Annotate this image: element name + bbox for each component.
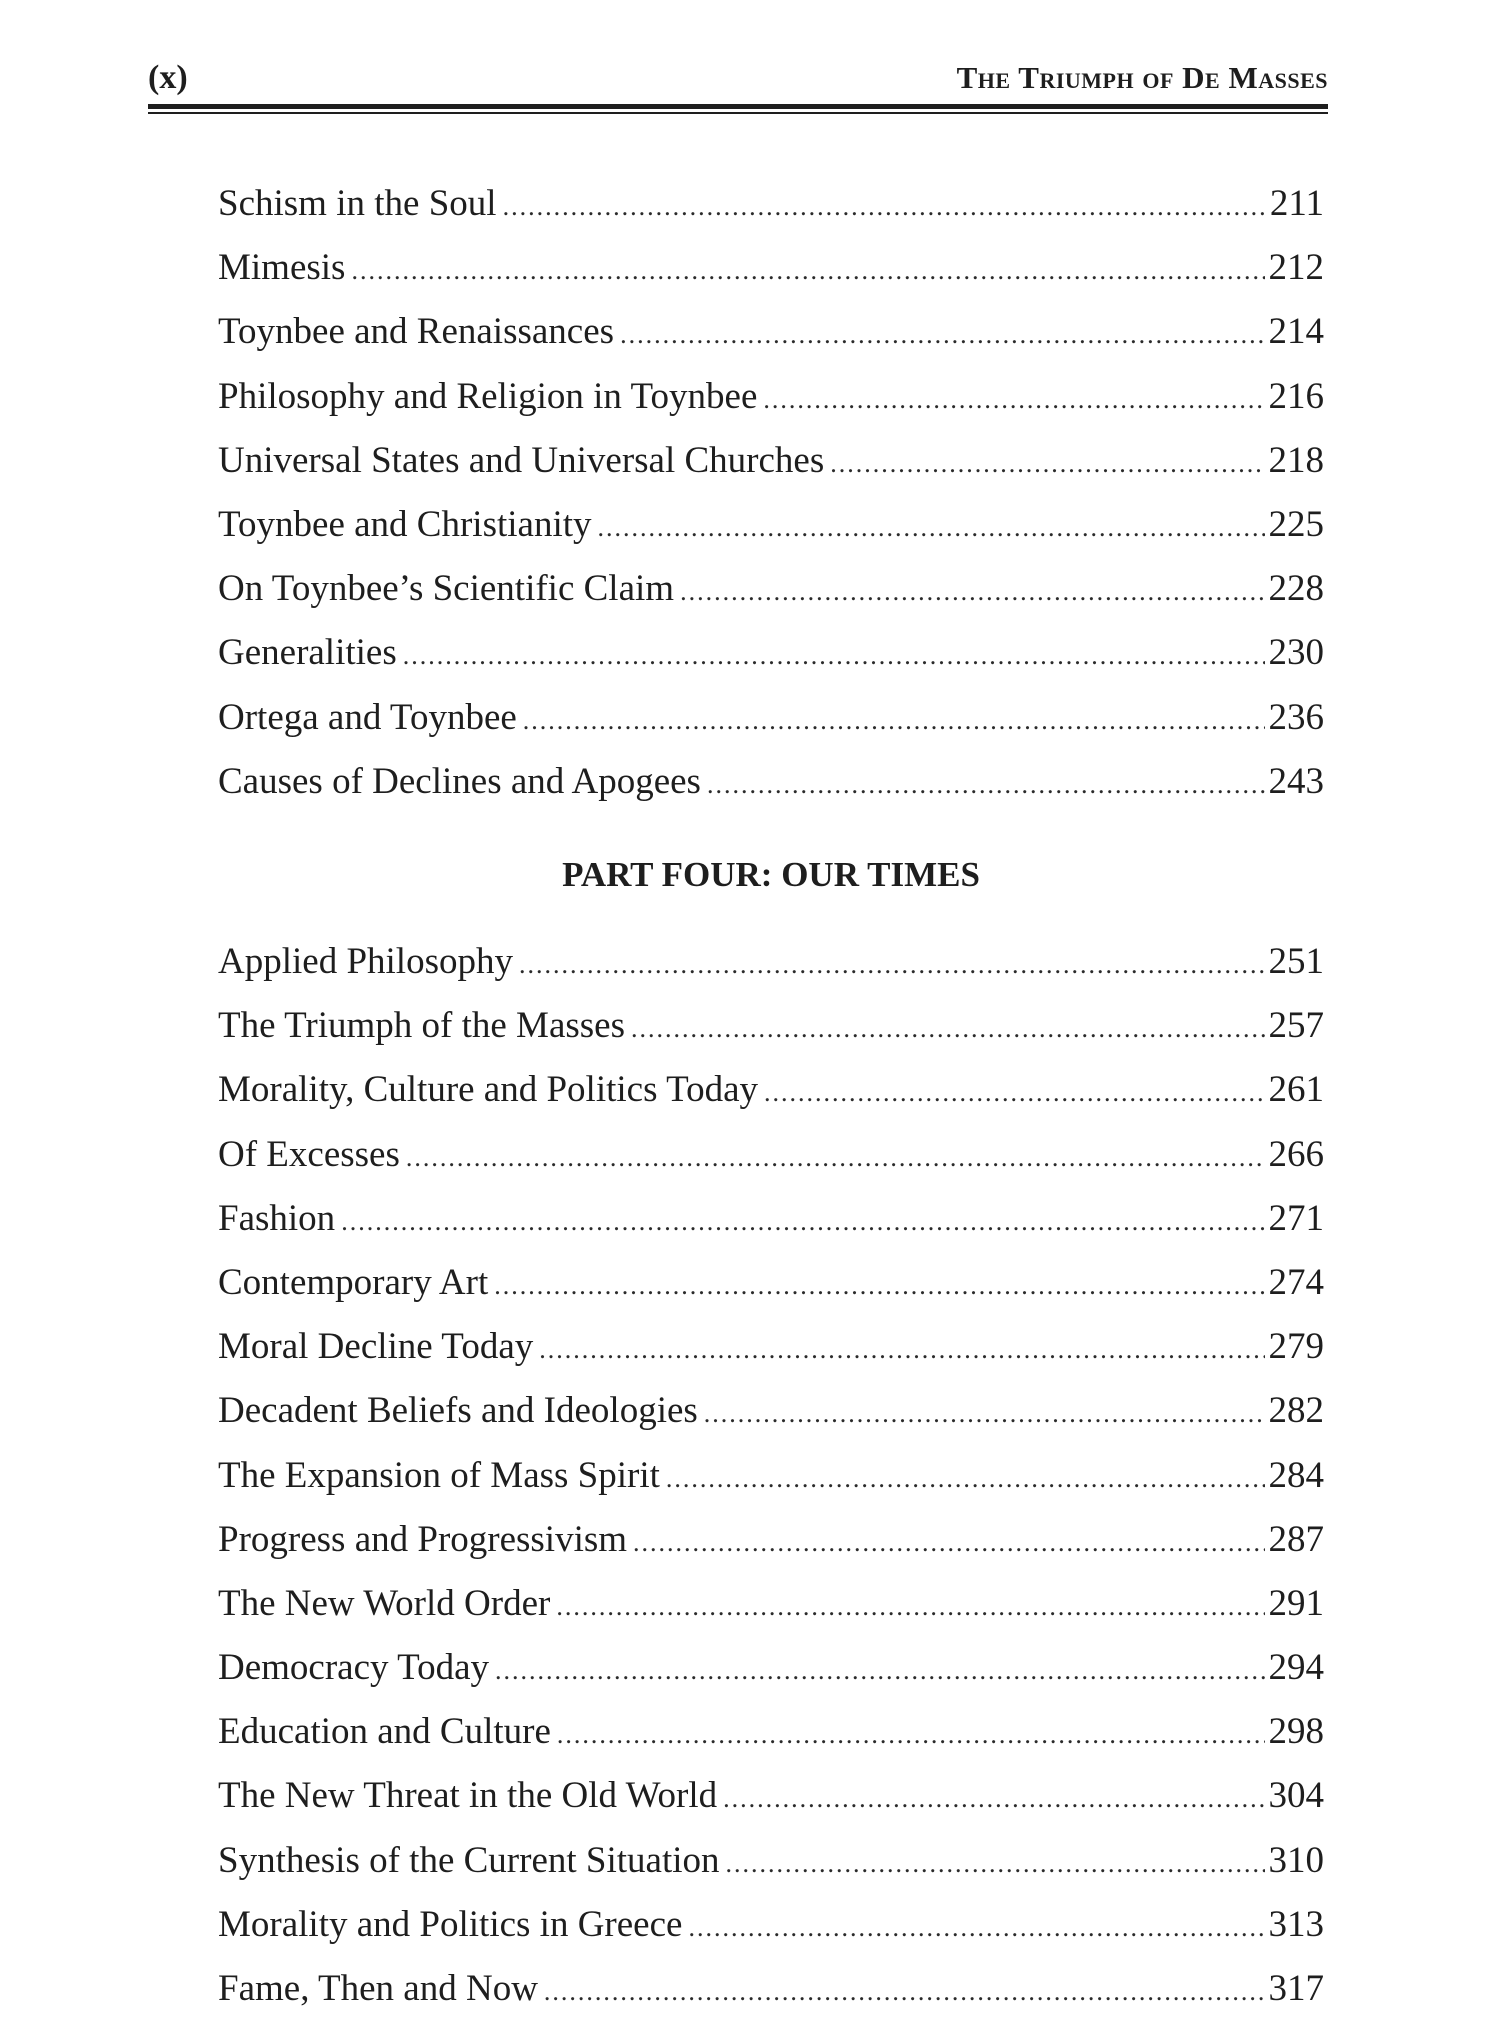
dot-leader	[680, 560, 1264, 624]
toc-entry-page: 282	[1268, 1390, 1324, 1432]
toc-entry-page: 266	[1268, 1133, 1324, 1175]
toc-entry-title: Decadent Beliefs and Ideologies	[218, 1390, 698, 1432]
dot-leader	[341, 1190, 1264, 1254]
toc-entry-title: Schism in the Soul	[218, 183, 497, 224]
toc-entry[interactable]	[218, 930, 1324, 994]
toc-entry[interactable]	[218, 429, 1324, 493]
toc-entry[interactable]	[218, 621, 1324, 685]
toc-entry-page: 230	[1268, 632, 1324, 674]
toc-entry-page: 284	[1268, 1454, 1324, 1496]
toc-entry-title: Philosophy and Religion in Toynbee	[218, 375, 758, 417]
dot-leader	[598, 496, 1265, 560]
dot-leader	[763, 368, 1264, 432]
dot-leader	[539, 1318, 1264, 1382]
dot-leader	[351, 239, 1264, 303]
toc-entry-page: 317	[1268, 1968, 1324, 2009]
toc-entry[interactable]	[218, 172, 1324, 236]
dot-leader	[403, 624, 1265, 688]
toc-entry[interactable]	[218, 1508, 1324, 1572]
toc-entry-title: Fame, Then and Now	[218, 1968, 538, 2009]
toc-entry-title: Education and Culture	[218, 1711, 551, 1753]
dot-leader	[764, 1061, 1264, 1125]
toc-entry-title: On Toynbee’s Scientific Claim	[218, 568, 675, 610]
toc-entry-title: Democracy Today	[218, 1647, 490, 1689]
toc-entry-page: 257	[1268, 1005, 1324, 1047]
header-rule-thick	[148, 104, 1328, 109]
toc-entry[interactable]	[218, 1829, 1324, 1893]
toc-entry[interactable]	[218, 750, 1324, 814]
toc-entry-page: 294	[1268, 1647, 1324, 1689]
toc-entry[interactable]	[218, 236, 1324, 300]
toc-entry-page: 243	[1268, 760, 1324, 802]
dot-leader	[631, 997, 1265, 1061]
toc-entry-page: 225	[1268, 503, 1324, 545]
dot-leader	[495, 1639, 1264, 1703]
toc-entry-page: 271	[1268, 1197, 1324, 1239]
book-title: The Triumph of De Masses	[956, 60, 1328, 95]
toc-entry-title: Universal States and Universal Churches	[218, 439, 825, 481]
dot-leader	[523, 689, 1265, 753]
toc-entry-page: 211	[1269, 183, 1324, 224]
toc-entry-page: 212	[1268, 247, 1324, 289]
toc-entry-title: Applied Philosophy	[218, 941, 513, 982]
dot-leader	[557, 1703, 1265, 1767]
toc-entry-page: 251	[1268, 941, 1324, 982]
toc-entry[interactable]	[218, 300, 1324, 364]
running-header	[148, 56, 1328, 106]
toc-entry-page: 287	[1268, 1518, 1324, 1560]
toc-entry-page: 310	[1268, 1839, 1324, 1881]
toc-entry[interactable]	[218, 686, 1324, 750]
toc-entry-title: The Expansion of Mass Spirit	[218, 1454, 660, 1496]
toc-entry-page: 304	[1268, 1775, 1324, 1817]
toc-entry[interactable]	[218, 493, 1324, 557]
dot-leader	[704, 1382, 1265, 1446]
toc-list-part-three	[218, 172, 1324, 814]
toc-entry-title: Ortega and Toynbee	[218, 696, 517, 738]
toc-entry[interactable]	[218, 1444, 1324, 1508]
toc-entry-page: 279	[1268, 1326, 1324, 1368]
toc-list-part-four	[218, 930, 1324, 2021]
toc-entry-page: 274	[1268, 1261, 1324, 1303]
toc-entry-title: Of Excesses	[218, 1133, 400, 1175]
toc-entry[interactable]	[218, 1379, 1324, 1443]
dot-leader	[519, 933, 1265, 997]
dot-leader	[633, 1511, 1264, 1575]
dot-leader	[830, 432, 1264, 496]
toc-entry[interactable]	[218, 1058, 1324, 1122]
toc-entry[interactable]	[218, 1315, 1324, 1379]
toc-entry-title: Fashion	[218, 1197, 336, 1239]
dot-leader	[503, 175, 1266, 239]
toc-entry-page: 218	[1268, 439, 1324, 481]
toc-entry-page: 261	[1268, 1069, 1324, 1111]
toc-entry-page: 228	[1268, 568, 1324, 610]
part-four-heading: PART FOUR: OUR TIMES	[562, 855, 980, 894]
toc-entry[interactable]	[218, 1700, 1324, 1764]
toc-entry[interactable]	[218, 1187, 1324, 1251]
header-rule-thin	[148, 112, 1328, 114]
toc-entry-title: Causes of Declines and Apogees	[218, 760, 701, 802]
toc-entry[interactable]	[218, 557, 1324, 621]
toc-entry-page: 291	[1268, 1582, 1324, 1624]
dot-leader	[494, 1254, 1264, 1318]
dot-leader	[406, 1126, 1265, 1190]
toc-entry-title: The Triumph of the Masses	[218, 1005, 625, 1047]
toc-entry[interactable]	[218, 1957, 1324, 2021]
toc-entry-title: Synthesis of the Current Situation	[218, 1839, 720, 1881]
toc-entry-title: Mimesis	[218, 247, 346, 289]
dot-leader	[666, 1447, 1265, 1511]
toc-entry-title: Moral Decline Today	[218, 1326, 534, 1368]
toc-entry[interactable]	[218, 1764, 1324, 1828]
toc-entry-title: Toynbee and Renaissances	[218, 311, 615, 353]
toc-entry[interactable]	[218, 1636, 1324, 1700]
page-number: (x)	[148, 59, 188, 96]
dot-leader	[726, 1832, 1265, 1896]
dot-leader	[723, 1767, 1264, 1831]
dot-leader	[707, 753, 1265, 817]
toc-entry-page: 216	[1268, 375, 1324, 417]
toc-entry-title: The New World Order	[218, 1582, 551, 1624]
dot-leader	[688, 1896, 1264, 1960]
toc-entry-page: 313	[1268, 1903, 1324, 1945]
toc-entry[interactable]	[218, 1123, 1324, 1187]
toc-entry[interactable]	[218, 365, 1324, 429]
dot-leader	[556, 1575, 1264, 1639]
toc-entry-page: 298	[1268, 1711, 1324, 1753]
toc-entry-title: Generalities	[218, 632, 397, 674]
dot-leader	[620, 303, 1264, 367]
toc-entry-title: Morality and Politics in Greece	[218, 1903, 683, 1945]
toc-entry-title: Toynbee and Christianity	[218, 503, 592, 545]
toc-entry[interactable]	[218, 1572, 1324, 1636]
toc-entry-title: Contemporary Art	[218, 1261, 489, 1303]
toc-entry-title: Progress and Progressivism	[218, 1518, 628, 1560]
toc-entry-title: Morality, Culture and Politics Today	[218, 1069, 759, 1111]
toc-entry-page: 236	[1268, 696, 1324, 738]
toc-entry[interactable]	[218, 1251, 1324, 1315]
toc-entry-title: The New Threat in the Old World	[218, 1775, 718, 1817]
toc-entry[interactable]	[218, 994, 1324, 1058]
toc-entry-page: 214	[1268, 311, 1324, 353]
toc-entry[interactable]	[218, 1893, 1324, 1957]
dot-leader	[544, 1960, 1265, 2024]
